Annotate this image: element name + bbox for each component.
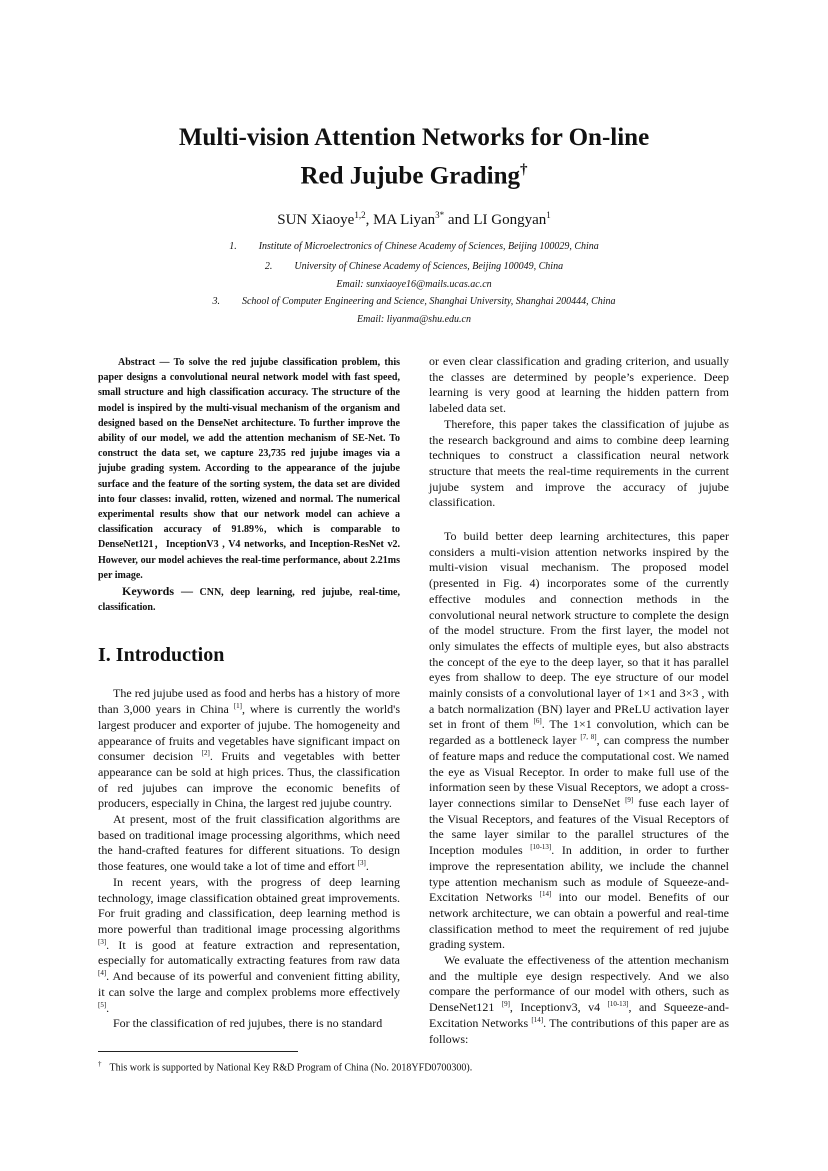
left-column xyxy=(98,355,400,1032)
keywords-text: CNN, deep learning, red jujube, real-time, classification. xyxy=(98,587,401,614)
footnote-mark: † xyxy=(98,1060,102,1068)
affiliation-email-1: Email: sunxiaoye16@mails.ucas.ac.cn xyxy=(336,279,492,290)
footnote-text: This work is supported by National Key R&D Program of China (No. 2018YFD0700300). xyxy=(109,1062,473,1074)
footnote xyxy=(98,1058,728,1074)
title-footnote-mark: † xyxy=(519,162,528,178)
affiliation-email-3: Email: liyanma@shu.edu.cn xyxy=(357,314,471,325)
author-2-affil: 3* xyxy=(435,210,445,220)
affiliation-1: 1. Institute of Microelectronics of Chinese Academy of Sciences, Beijing 100029, China xyxy=(229,241,599,252)
author-2: MA Liyan xyxy=(373,212,436,228)
author-list xyxy=(100,205,728,230)
right-paragraph-1: or even clear classification and grading criterion, and usually the classes are determined by people’s experience. Deep learning is very good at learning the hidden pattern from labeled data set. xyxy=(429,354,729,416)
author-separator-and: and xyxy=(444,212,474,228)
right-paragraph-2: Therefore, this paper takes the classification of jujube as the research background and aims to combine deep learning techniques to construct a classification neural network structure that meets the real-time requirements in the current jujube system and improve the accuracy of jujube classification. xyxy=(429,416,729,510)
intro-paragraph-2: At present, most of the fruit classification algorithms are based on traditional image processing algorithms, which need the hand-crafted features for different situations. To design those features, one would take a lot of time and effort [3]. xyxy=(98,812,400,874)
author-3: LI Gongyan xyxy=(473,212,547,228)
title-line-1: Multi-vision Attention Networks for On-line xyxy=(178,124,650,151)
right-paragraph-3: To build better deep learning architectures, this paper considers a multi-vision attention networks inspired by the multi-vision visual mechanism. The proposed model (presented in Fig. 4) incorporates some of the currently effective modules and connection methods in the convolutional neural network structure to complete the design of the model structure. From the first layer, the model not only simulates the effects of multiple eyes, but also abstracts the concept of the eye to the deep layer, so that it has parallel eyes from shallow to deep. The eye structure of our model mainly consists of a convolutional layer of 1×1 and 3×3 , with a batch normalization (BN) layer and PReLU activation layer set in front of them [6]. The 1×1 convolution, which can be regarded as a bottleneck layer [7, 8], can compress the number of feature maps and reduce the computational cost. We named the eye as Visual Receptor. In order to make full use of the information seen by these Visual Receptors, we adopt a cross-layer connections similar to DenseNet [9] fuse each layer of the Visual Receptors, and features of the Visual Receptors of the same layer similar to the parallel structures of the Inception modules [10-13]. In addition, in order to further improve the representation ability, we include the channel type attention mechanism such as module of Squeeze-and-Excitation Networks [14] into our model. Benefits of our network architecture, we can obtain a powerful and real-time classification method to meet the requirement of red jujube grading system. xyxy=(429,529,730,952)
abstract: Abstract — To solve the red jujube classification problem, this paper designs a convolutional neural network model with fast speed, small structure and high classification accuracy. The structure of the model is inspired by the multi-visual mechanism of the organism and designed based on the DenseNet architecture. To further improve the ability of our model, we add the attention mechanism of SE-Net. To construct the data set, we capture 23,735 red jujube images via a jujube grading system. According to the appearance of the jujube surface and the feature of the sorting system, the data set are divided into four classes: invalid, rotten, wizened and normal. The numerical experimental results show that our network model can achieve a classification accuracy of 91.89%, which is comparable to DenseNet121，InceptionV3 , V4 networks, and Inception-ResNet v2. However, our model achieves the real-time performance, about 2.21ms per image. xyxy=(98,357,400,581)
author-1-affil: 1,2 xyxy=(354,210,366,220)
intro-paragraph-3: In recent years, with the progress of deep learning technology, image classification obtained great improvements. For fruit grading and classification, deep learning method is more powerful than traditional image processing algorithms [3]. It is good at feature extraction and representation, especially for automatically extracting features from raw data [4]. And because of its powerful and convenient fitting ability, it can solve the large and complex problems more effectively [5]. xyxy=(98,874,400,1015)
right-column xyxy=(429,354,729,1047)
title-line-2: Red Jujube Grading xyxy=(300,162,520,190)
keywords-label: Keywords — xyxy=(122,584,194,599)
author-separator: , xyxy=(365,212,374,228)
paper-title xyxy=(100,121,728,192)
right-paragraph-4: We evaluate the effectiveness of the attention mechanism and the multiple eye design respectively. And we also compare the performance of our model with others, such as DenseNet121 [9], Inceptionv3, v4 [10-13], and Squeeze-and-Excitation Networks [14]. The contributions of this paper are as follows: xyxy=(429,953,729,1046)
author-1: SUN Xiaoye xyxy=(277,212,355,228)
keywords xyxy=(98,584,400,615)
affiliation-3: 3. School of Computer Engineering and Science, Shanghai University, Shanghai 200444, China xyxy=(212,296,616,307)
intro-paragraph-4: For the classification of red jujubes, there is no standard xyxy=(113,1016,383,1031)
footnote-rule xyxy=(98,1051,298,1052)
section-heading-introduction: I. Introduction xyxy=(98,644,225,667)
affiliation-2: 2. University of Chinese Academy of Sciences, Beijing 100049, China xyxy=(264,261,564,272)
intro-paragraph-1: The red jujube used as food and herbs has a history of more than 3,000 years in China [1], where is currently the world's largest producer and exporter of jujube. The homogeneity and appearance of fruits and vegetables have significant impact on consumer decision [2]. Fruits and vegetables with better appearance can be sold at high prices. Thus, the classification of red jujubes can improve the economic benefits of producers, especially in China, the largest red jujube country. xyxy=(98,686,400,811)
author-3-affil: 1 xyxy=(546,210,551,220)
